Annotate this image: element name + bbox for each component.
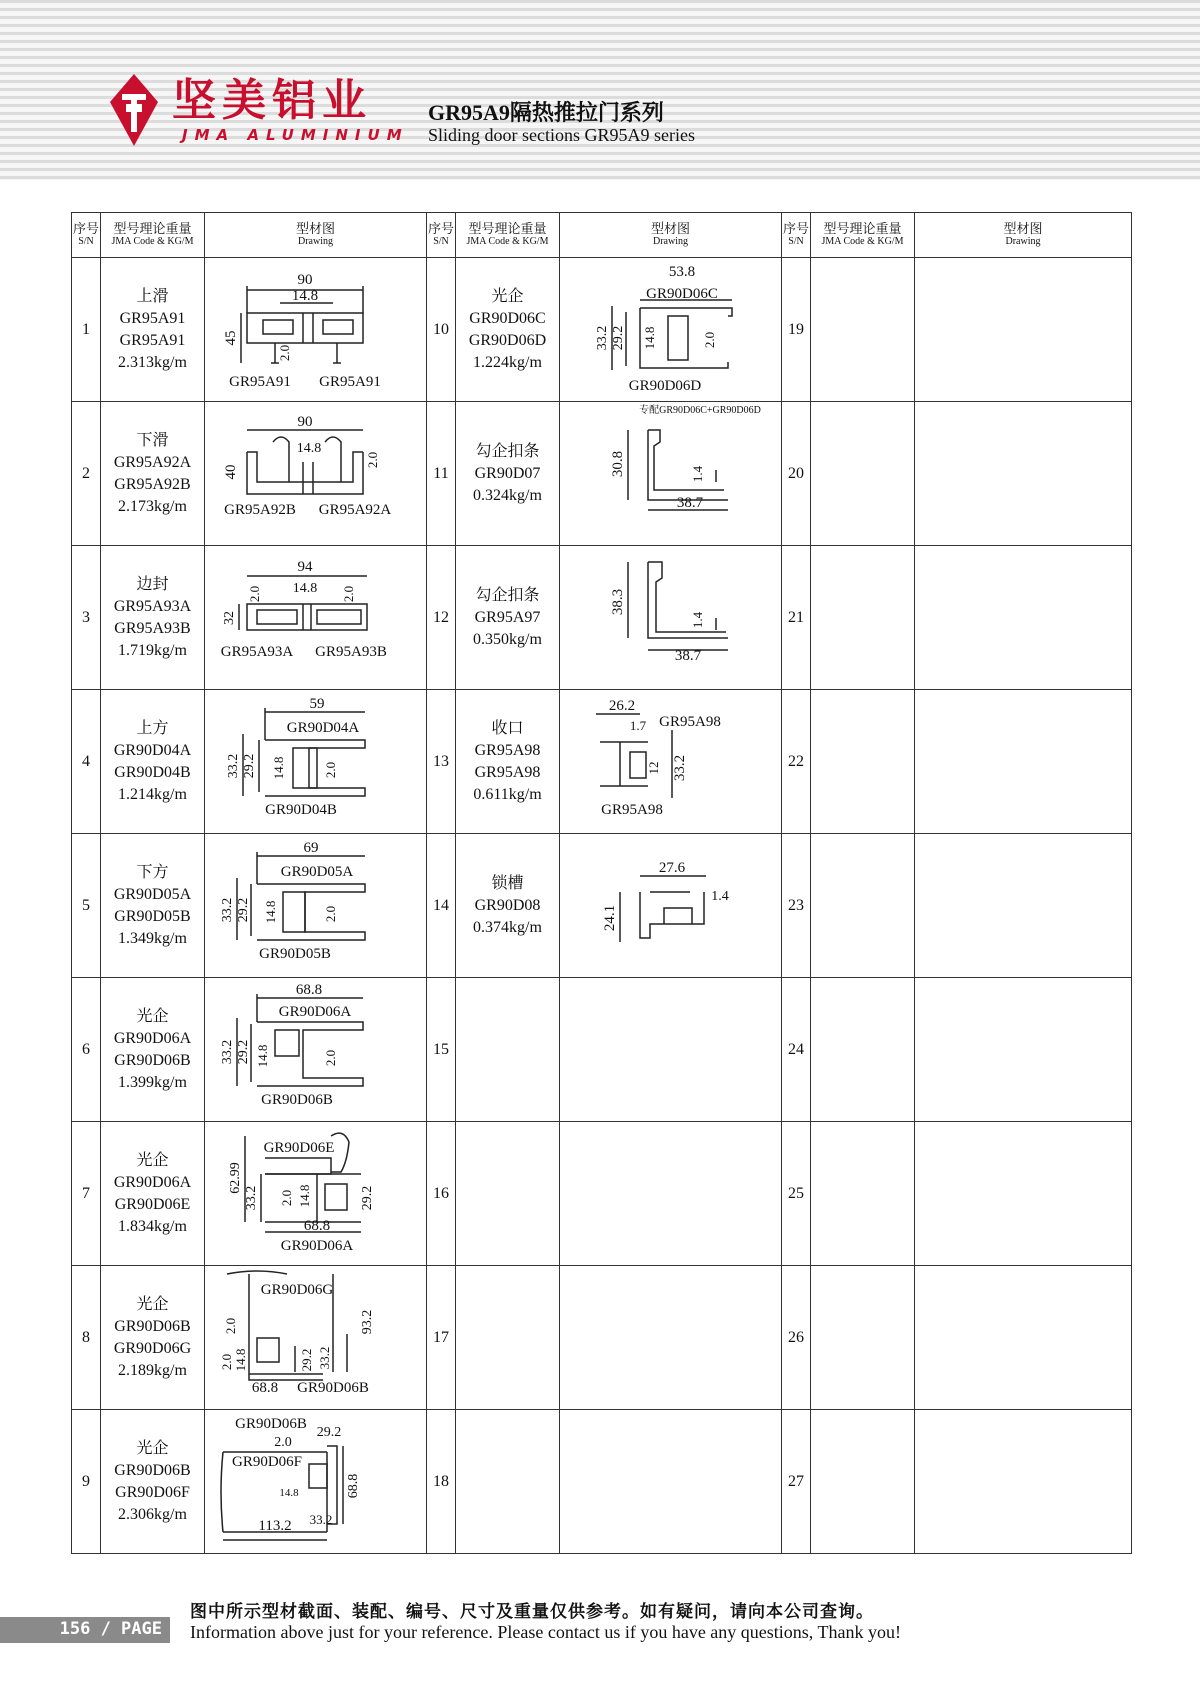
header-drawing: 型材图 Drawing bbox=[915, 213, 1132, 258]
drawing-cell bbox=[205, 1266, 427, 1410]
svg-text:38.7: 38.7 bbox=[674, 648, 702, 664]
profile-name: 光企 bbox=[136, 1439, 169, 1457]
profile-code: GR90D06E bbox=[114, 1195, 191, 1213]
code-cell-empty bbox=[811, 1122, 915, 1266]
drawing-cell-empty bbox=[915, 1122, 1132, 1266]
header-sn: 序号 S/N bbox=[72, 213, 101, 258]
profile-weight: 0.324kg/m bbox=[473, 486, 542, 504]
profile-code: GR90D06B bbox=[114, 1051, 191, 1069]
svg-text:GR90D06F: GR90D06F bbox=[231, 1454, 303, 1470]
svg-text:GR95A93B: GR95A93B bbox=[315, 644, 387, 660]
code-cell bbox=[101, 978, 205, 1122]
profile-drawing bbox=[560, 546, 782, 689]
svg-text:GR95A92B: GR95A92B bbox=[224, 502, 296, 518]
svg-text:1.4: 1.4 bbox=[690, 465, 705, 483]
svg-text:GR90D06B: GR90D06B bbox=[261, 1092, 333, 1108]
sn-cell: 7 bbox=[72, 1122, 101, 1266]
svg-text:29.2: 29.2 bbox=[236, 897, 251, 923]
profile-code: GR95A92B bbox=[114, 475, 191, 493]
sn-cell: 9 bbox=[72, 1410, 101, 1554]
svg-text:62.99: 62.99 bbox=[228, 1162, 243, 1194]
svg-text:2.0: 2.0 bbox=[274, 1435, 292, 1450]
svg-text:GR90D06C: GR90D06C bbox=[646, 286, 718, 302]
jma-logo-icon bbox=[108, 72, 160, 148]
svg-text:GR90D06B: GR90D06B bbox=[235, 1416, 307, 1432]
sn-cell: 14 bbox=[427, 834, 456, 978]
profile-code: GR90D06B bbox=[114, 1317, 191, 1335]
table-row bbox=[72, 258, 1132, 402]
drawing-cell bbox=[205, 258, 427, 402]
profile-name: 勾企扣条 bbox=[475, 442, 540, 460]
svg-text:33.2: 33.2 bbox=[317, 1346, 332, 1370]
table-row bbox=[72, 546, 1132, 690]
header-drawing: 型材图 Drawing bbox=[560, 213, 782, 258]
sn-cell: 26 bbox=[782, 1266, 811, 1410]
profile-weight: 1.224kg/m bbox=[473, 353, 542, 371]
svg-text:1.4: 1.4 bbox=[711, 889, 729, 904]
svg-text:14.8: 14.8 bbox=[233, 1348, 248, 1372]
profile-table bbox=[71, 212, 1132, 1554]
drawing-cell bbox=[205, 546, 427, 690]
header-code: 型号理论重量 JMA Code & KG/M bbox=[101, 213, 205, 258]
svg-text:94: 94 bbox=[297, 559, 313, 575]
profile-weight: 1.719kg/m bbox=[118, 641, 187, 659]
profile-name: 上滑 bbox=[136, 287, 169, 305]
profile-code: GR90D04A bbox=[113, 741, 192, 759]
code-cell bbox=[456, 690, 560, 834]
svg-text:2.0: 2.0 bbox=[341, 585, 356, 603]
profile-drawing bbox=[205, 690, 427, 833]
sn-cell: 13 bbox=[427, 690, 456, 834]
profile-name: 上方 bbox=[136, 719, 169, 737]
profile-drawing bbox=[560, 402, 782, 545]
svg-text:33.2: 33.2 bbox=[244, 1185, 259, 1211]
svg-text:24.1: 24.1 bbox=[602, 904, 618, 932]
header-sn: 序号 S/N bbox=[427, 213, 456, 258]
series-title-en: Sliding door sections GR95A9 series bbox=[428, 125, 695, 145]
sn-cell: 27 bbox=[782, 1410, 811, 1554]
sn-cell: 6 bbox=[72, 978, 101, 1122]
svg-text:2.0: 2.0 bbox=[219, 1353, 234, 1371]
svg-text:14.8: 14.8 bbox=[255, 1044, 270, 1068]
svg-text:33.2: 33.2 bbox=[226, 753, 241, 779]
table-row bbox=[72, 402, 1132, 546]
table-header-row bbox=[72, 213, 1132, 258]
svg-text:40: 40 bbox=[223, 464, 239, 480]
svg-text:14.8: 14.8 bbox=[279, 1487, 299, 1499]
drawing-cell-empty bbox=[915, 1410, 1132, 1554]
svg-text:59: 59 bbox=[309, 696, 325, 712]
sn-cell: 19 bbox=[782, 258, 811, 402]
code-cell bbox=[101, 1266, 205, 1410]
svg-text:2.0: 2.0 bbox=[223, 1317, 238, 1335]
table-row bbox=[72, 690, 1132, 834]
svg-text:2.0: 2.0 bbox=[323, 761, 338, 779]
svg-text:68.8: 68.8 bbox=[295, 982, 323, 998]
code-cell bbox=[456, 834, 560, 978]
profile-name: 光企 bbox=[136, 1151, 169, 1169]
profile-weight: 2.313kg/m bbox=[118, 353, 187, 371]
svg-text:38.3: 38.3 bbox=[610, 588, 626, 616]
svg-text:29.2: 29.2 bbox=[611, 325, 626, 351]
svg-text:14.8: 14.8 bbox=[292, 581, 318, 596]
drawing-cell-empty bbox=[560, 978, 782, 1122]
profile-code: GR95A98 bbox=[474, 741, 541, 759]
svg-text:GR90D05A: GR90D05A bbox=[280, 864, 354, 880]
svg-text:专配GR90D06C+GR90D06D: 专配GR90D06C+GR90D06D bbox=[639, 405, 761, 416]
profile-code: GR90D06A bbox=[113, 1029, 192, 1047]
sn-cell: 2 bbox=[72, 402, 101, 546]
svg-text:29.2: 29.2 bbox=[242, 753, 257, 779]
svg-text:26.2: 26.2 bbox=[608, 698, 636, 714]
drawing-cell bbox=[205, 978, 427, 1122]
profile-code: GR95A98 bbox=[474, 763, 541, 781]
profile-name: 边封 bbox=[136, 575, 169, 593]
code-cell bbox=[101, 690, 205, 834]
drawing-cell bbox=[205, 690, 427, 834]
profile-weight: 2.173kg/m bbox=[118, 497, 187, 515]
svg-text:69: 69 bbox=[303, 840, 319, 856]
profile-code: GR90D04B bbox=[114, 763, 191, 781]
profile-code: GR90D05B bbox=[114, 907, 191, 925]
sn-cell: 17 bbox=[427, 1266, 456, 1410]
svg-text:14.8: 14.8 bbox=[263, 900, 278, 924]
profile-code: GR90D06G bbox=[113, 1339, 192, 1357]
svg-text:38.7: 38.7 bbox=[676, 495, 704, 511]
profile-weight: 1.834kg/m bbox=[118, 1217, 187, 1235]
sn-cell: 24 bbox=[782, 978, 811, 1122]
svg-text:GR90D04B: GR90D04B bbox=[265, 802, 337, 818]
table-row bbox=[72, 1410, 1132, 1554]
svg-text:33.2: 33.2 bbox=[595, 325, 610, 351]
svg-text:14.8: 14.8 bbox=[642, 326, 657, 350]
svg-text:1.4: 1.4 bbox=[690, 611, 705, 629]
sn-cell: 18 bbox=[427, 1410, 456, 1554]
svg-text:33.2: 33.2 bbox=[220, 897, 235, 923]
profile-drawing bbox=[205, 402, 427, 545]
sn-cell: 15 bbox=[427, 978, 456, 1122]
profile-name: 下滑 bbox=[136, 431, 169, 449]
profile-name: 锁槽 bbox=[491, 874, 524, 892]
svg-text:GR90D06E: GR90D06E bbox=[263, 1140, 335, 1156]
series-title-cn: GR95A9隔热推拉门系列 bbox=[428, 100, 664, 125]
code-cell-empty bbox=[811, 978, 915, 1122]
drawing-cell bbox=[560, 546, 782, 690]
svg-text:2.0: 2.0 bbox=[702, 331, 717, 349]
profile-weight: 1.214kg/m bbox=[118, 785, 187, 803]
profile-code: GR90D05A bbox=[113, 885, 192, 903]
profile-name: 光企 bbox=[136, 1007, 169, 1025]
header-drawing: 型材图 Drawing bbox=[205, 213, 427, 258]
code-cell bbox=[456, 258, 560, 402]
drawing-cell bbox=[205, 402, 427, 546]
sn-cell: 22 bbox=[782, 690, 811, 834]
svg-text:90: 90 bbox=[297, 414, 313, 430]
profile-code: GR90D08 bbox=[474, 896, 541, 914]
svg-text:2.0: 2.0 bbox=[247, 585, 262, 603]
profile-name: 下方 bbox=[136, 863, 169, 881]
profile-code: GR90D06C bbox=[469, 309, 546, 327]
svg-text:14.8: 14.8 bbox=[297, 1184, 312, 1208]
sn-cell: 3 bbox=[72, 546, 101, 690]
profile-drawing bbox=[205, 978, 427, 1121]
brand-name-cn: 坚美铝业 bbox=[172, 75, 372, 126]
sn-cell: 8 bbox=[72, 1266, 101, 1410]
header-code: 型号理论重量 JMA Code & KG/M bbox=[811, 213, 915, 258]
code-cell-empty bbox=[456, 1266, 560, 1410]
table-row bbox=[72, 978, 1132, 1122]
svg-text:GR95A98: GR95A98 bbox=[659, 714, 721, 730]
code-cell bbox=[456, 546, 560, 690]
code-cell bbox=[456, 402, 560, 546]
svg-text:29.2: 29.2 bbox=[236, 1039, 251, 1065]
svg-text:GR95A91: GR95A91 bbox=[319, 374, 381, 390]
code-cell bbox=[101, 402, 205, 546]
profile-drawing bbox=[560, 690, 782, 833]
table-row bbox=[72, 1122, 1132, 1266]
sn-cell: 12 bbox=[427, 546, 456, 690]
code-cell bbox=[101, 258, 205, 402]
code-cell-empty bbox=[811, 690, 915, 834]
svg-text:14.8: 14.8 bbox=[291, 288, 319, 304]
profile-name: 收口 bbox=[491, 719, 524, 737]
profile-drawing bbox=[205, 1410, 427, 1553]
profile-weight: 0.374kg/m bbox=[473, 918, 542, 936]
svg-text:68.8: 68.8 bbox=[251, 1380, 279, 1396]
code-cell bbox=[101, 834, 205, 978]
svg-text:68.8: 68.8 bbox=[346, 1473, 361, 1499]
profile-weight: 2.189kg/m bbox=[118, 1361, 187, 1379]
drawing-cell bbox=[205, 834, 427, 978]
svg-text:90: 90 bbox=[297, 272, 313, 288]
profile-name: 光企 bbox=[136, 1295, 169, 1313]
svg-text:GR90D04A: GR90D04A bbox=[286, 720, 360, 736]
profile-code: GR90D06D bbox=[468, 331, 547, 349]
drawing-cell bbox=[205, 1122, 427, 1266]
svg-text:113.2: 113.2 bbox=[258, 1518, 292, 1534]
sn-cell: 10 bbox=[427, 258, 456, 402]
sn-cell: 16 bbox=[427, 1122, 456, 1266]
profile-code: GR95A91 bbox=[119, 331, 186, 349]
code-cell-empty bbox=[456, 978, 560, 1122]
svg-text:2.0: 2.0 bbox=[323, 1049, 338, 1067]
profile-weight: 1.399kg/m bbox=[118, 1073, 187, 1091]
svg-text:30.8: 30.8 bbox=[610, 450, 626, 478]
page-number-badge bbox=[0, 1617, 170, 1643]
profile-drawing bbox=[205, 1266, 427, 1409]
svg-text:12: 12 bbox=[646, 761, 661, 775]
drawing-cell-empty bbox=[915, 402, 1132, 546]
drawing-cell-empty bbox=[560, 1266, 782, 1410]
svg-text:29.2: 29.2 bbox=[316, 1425, 342, 1440]
profile-code: GR95A93A bbox=[113, 597, 192, 615]
footer-note-cn: 图中所示型材截面、装配、编号、尺寸及重量仅供参考。如有疑问，请向本公司查询。 bbox=[190, 1602, 874, 1622]
profile-drawing bbox=[205, 258, 427, 401]
svg-text:GR90D05B: GR90D05B bbox=[259, 946, 331, 962]
drawing-cell bbox=[560, 258, 782, 402]
profile-name: 光企 bbox=[491, 287, 524, 305]
profile-name: 勾企扣条 bbox=[475, 586, 540, 604]
svg-text:33.2: 33.2 bbox=[220, 1039, 235, 1065]
drawing-cell-empty bbox=[560, 1410, 782, 1554]
svg-text:29.2: 29.2 bbox=[360, 1185, 375, 1211]
profile-drawing bbox=[205, 1122, 427, 1265]
brand-name-en: JMA ALUMINIUM bbox=[182, 126, 409, 144]
profile-drawing bbox=[560, 258, 782, 401]
svg-text:2.0: 2.0 bbox=[365, 451, 380, 469]
drawing-cell bbox=[560, 834, 782, 978]
code-cell-empty bbox=[811, 546, 915, 690]
profile-weight: 2.306kg/m bbox=[118, 1505, 187, 1523]
profile-code: GR95A97 bbox=[474, 608, 541, 626]
svg-text:2.0: 2.0 bbox=[277, 344, 292, 362]
code-cell-empty bbox=[811, 834, 915, 978]
svg-text:GR95A91: GR95A91 bbox=[229, 374, 291, 390]
svg-text:GR95A92A: GR95A92A bbox=[318, 502, 392, 518]
svg-text:2.0: 2.0 bbox=[279, 1189, 294, 1207]
sn-cell: 21 bbox=[782, 546, 811, 690]
svg-text:53.8: 53.8 bbox=[668, 264, 696, 280]
svg-text:GR90D06D: GR90D06D bbox=[628, 378, 702, 394]
profile-weight: 0.611kg/m bbox=[473, 785, 542, 803]
code-cell-empty bbox=[811, 1266, 915, 1410]
code-cell-empty bbox=[456, 1122, 560, 1266]
code-cell-empty bbox=[811, 402, 915, 546]
svg-text:GR90D06A: GR90D06A bbox=[278, 1004, 352, 1020]
drawing-cell bbox=[560, 402, 782, 546]
profile-drawing bbox=[205, 834, 427, 977]
profile-code: GR90D06F bbox=[115, 1483, 190, 1501]
profile-code: GR90D06A bbox=[113, 1173, 192, 1191]
profile-drawing bbox=[205, 546, 427, 689]
drawing-cell-empty bbox=[560, 1122, 782, 1266]
header-code: 型号理论重量 JMA Code & KG/M bbox=[456, 213, 560, 258]
drawing-cell-empty bbox=[915, 258, 1132, 402]
profile-weight: 1.349kg/m bbox=[118, 929, 187, 947]
sn-cell: 11 bbox=[427, 402, 456, 546]
sn-cell: 25 bbox=[782, 1122, 811, 1266]
profile-code: GR90D07 bbox=[474, 464, 541, 482]
drawing-cell-empty bbox=[915, 690, 1132, 834]
footer-note-en: Information above just for your reference. Please contact us if you have any questions, Thank you! bbox=[190, 1622, 901, 1642]
code-cell bbox=[101, 1410, 205, 1554]
code-cell bbox=[101, 546, 205, 690]
drawing-cell bbox=[560, 690, 782, 834]
sn-cell: 5 bbox=[72, 834, 101, 978]
svg-text:32: 32 bbox=[222, 611, 237, 625]
drawing-cell-empty bbox=[915, 546, 1132, 690]
svg-text:2.0: 2.0 bbox=[323, 905, 338, 923]
drawing-cell-empty bbox=[915, 834, 1132, 978]
code-cell-empty bbox=[456, 1410, 560, 1554]
profile-code: GR90D06B bbox=[114, 1461, 191, 1479]
drawing-cell bbox=[205, 1410, 427, 1554]
code-cell bbox=[101, 1122, 205, 1266]
svg-text:27.6: 27.6 bbox=[658, 860, 686, 876]
code-cell-empty bbox=[811, 258, 915, 402]
svg-text:GR90D06A: GR90D06A bbox=[280, 1238, 354, 1254]
svg-text:1.7: 1.7 bbox=[629, 718, 647, 733]
table-row bbox=[72, 834, 1132, 978]
svg-text:GR90D06G: GR90D06G bbox=[260, 1282, 334, 1298]
svg-text:14.8: 14.8 bbox=[296, 441, 322, 456]
svg-text:33.2: 33.2 bbox=[672, 754, 688, 782]
svg-text:GR95A93A: GR95A93A bbox=[220, 644, 294, 660]
svg-text:14.8: 14.8 bbox=[271, 756, 286, 780]
page-number: 156 / PAGE bbox=[59, 1619, 162, 1639]
drawing-cell-empty bbox=[915, 978, 1132, 1122]
profile-drawing bbox=[560, 834, 782, 977]
sn-cell: 20 bbox=[782, 402, 811, 546]
svg-text:68.8: 68.8 bbox=[303, 1218, 331, 1234]
sn-cell: 4 bbox=[72, 690, 101, 834]
sn-cell: 1 bbox=[72, 258, 101, 402]
svg-text:45: 45 bbox=[223, 330, 239, 346]
svg-text:GR95A98: GR95A98 bbox=[601, 802, 663, 818]
profile-weight: 0.350kg/m bbox=[473, 630, 542, 648]
svg-text:93.2: 93.2 bbox=[360, 1309, 375, 1335]
header-sn: 序号 S/N bbox=[782, 213, 811, 258]
drawing-cell-empty bbox=[915, 1266, 1132, 1410]
sn-cell: 23 bbox=[782, 834, 811, 978]
svg-text:33.2: 33.2 bbox=[309, 1512, 333, 1527]
svg-text:29.2: 29.2 bbox=[299, 1348, 314, 1372]
svg-text:GR90D06B: GR90D06B bbox=[297, 1380, 369, 1396]
profile-code: GR95A91 bbox=[119, 309, 186, 327]
code-cell-empty bbox=[811, 1410, 915, 1554]
profile-code: GR95A92A bbox=[113, 453, 192, 471]
table-row bbox=[72, 1266, 1132, 1410]
profile-code: GR95A93B bbox=[114, 619, 191, 637]
